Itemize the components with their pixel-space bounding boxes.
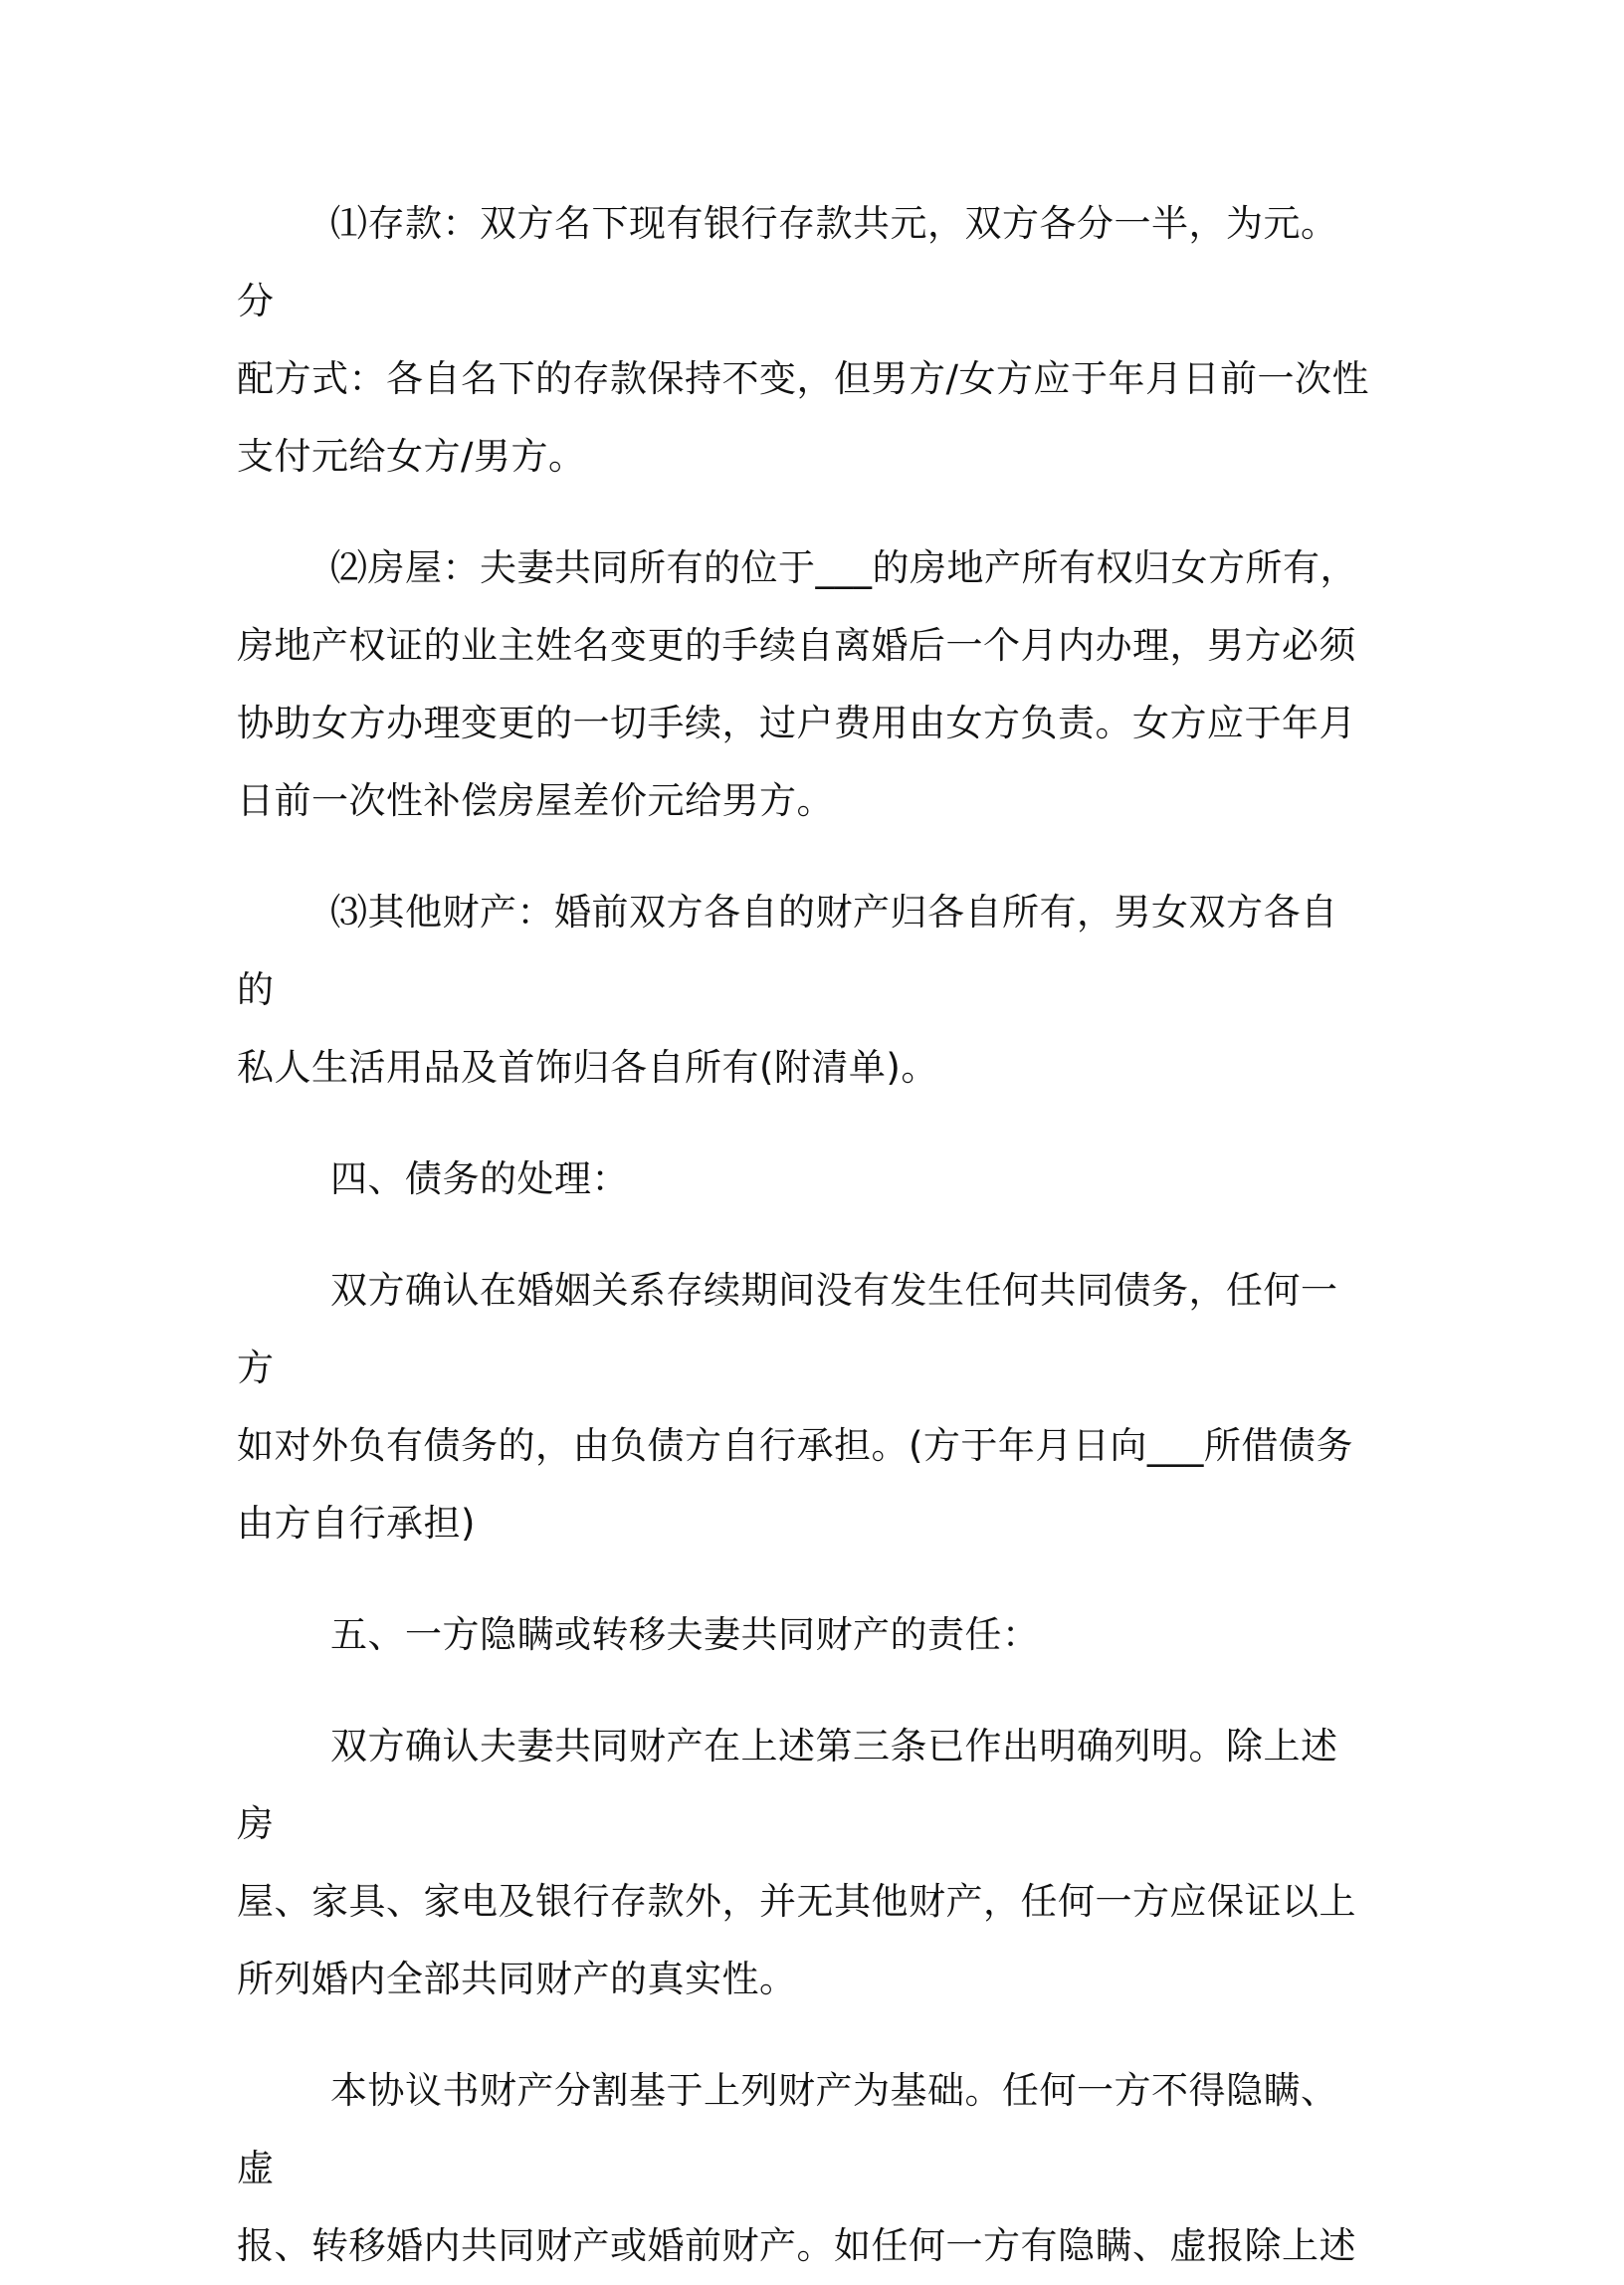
text-line: 双方确认夫妻共同财产在上述第三条已作出明确列明。除上述房 bbox=[237, 1725, 1338, 1845]
text-line: ⑵房屋：夫妻共同所有的位于___的房地产所有权归女方所有， bbox=[330, 546, 1357, 589]
text-line: 协助女方办理变更的一切手续，过户费用由女方负责。女方应于年月 bbox=[237, 702, 1356, 744]
document-body bbox=[237, 185, 1371, 2285]
paragraph-deposit bbox=[237, 185, 1371, 496]
paragraph-other-property bbox=[237, 874, 1371, 1107]
text-line: 日前一次性补偿房屋差价元给男方。 bbox=[237, 779, 834, 822]
text-line: 房地产权证的业主姓名变更的手续自离婚后一个月内办理，男方必须 bbox=[237, 624, 1356, 667]
text-line: 如对外负有债务的，由负债方自行承担。(方于年月日向___所借债务 bbox=[237, 1424, 1353, 1467]
paragraph-confirmation bbox=[237, 1708, 1371, 2018]
text-line: 配方式：各自名下的存款保持不变，但男方/女方应于年月日前一次性 bbox=[237, 357, 1369, 400]
text-line: 屋、家具、家电及银行存款外，并无其他财产，任何一方应保证以上 bbox=[237, 1880, 1356, 1923]
section-heading-concealment bbox=[237, 1596, 1371, 1674]
text-line: 本协议书财产分割基于上列财产为基础。任何一方不得隐瞒、虚 bbox=[237, 2069, 1338, 2189]
section-heading-debts bbox=[237, 1141, 1371, 1218]
text-line: 五、一方隐瞒或转移夫妻共同财产的责任： bbox=[330, 1613, 1040, 1656]
text-line: 所列婚内全部共同财产的真实性。 bbox=[237, 1958, 797, 2000]
paragraph-basis bbox=[237, 2052, 1371, 2285]
text-line: ⑴存款：双方名下现有银行存款共元，双方各分一半，为元。分 bbox=[237, 202, 1338, 322]
paragraph-house bbox=[237, 529, 1371, 840]
text-line: 四、债务的处理： bbox=[330, 1157, 629, 1200]
text-line: 支付元给女方/男方。 bbox=[237, 435, 586, 478]
text-line: ⑶其他财产：婚前双方各自的财产归各自所有，男女双方各自的 bbox=[237, 891, 1338, 1011]
paragraph-debts bbox=[237, 1252, 1371, 1562]
text-line: 由方自行承担) bbox=[237, 1502, 476, 1545]
text-line: 私人生活用品及首饰归各自所有(附清单)。 bbox=[237, 1046, 938, 1089]
text-line: 报、转移婚内共同财产或婚前财产。如任何一方有隐瞒、虚报除上述 bbox=[237, 2224, 1356, 2267]
text-line: 双方确认在婚姻关系存续期间没有发生任何共同债务，任何一方 bbox=[237, 1269, 1338, 1389]
